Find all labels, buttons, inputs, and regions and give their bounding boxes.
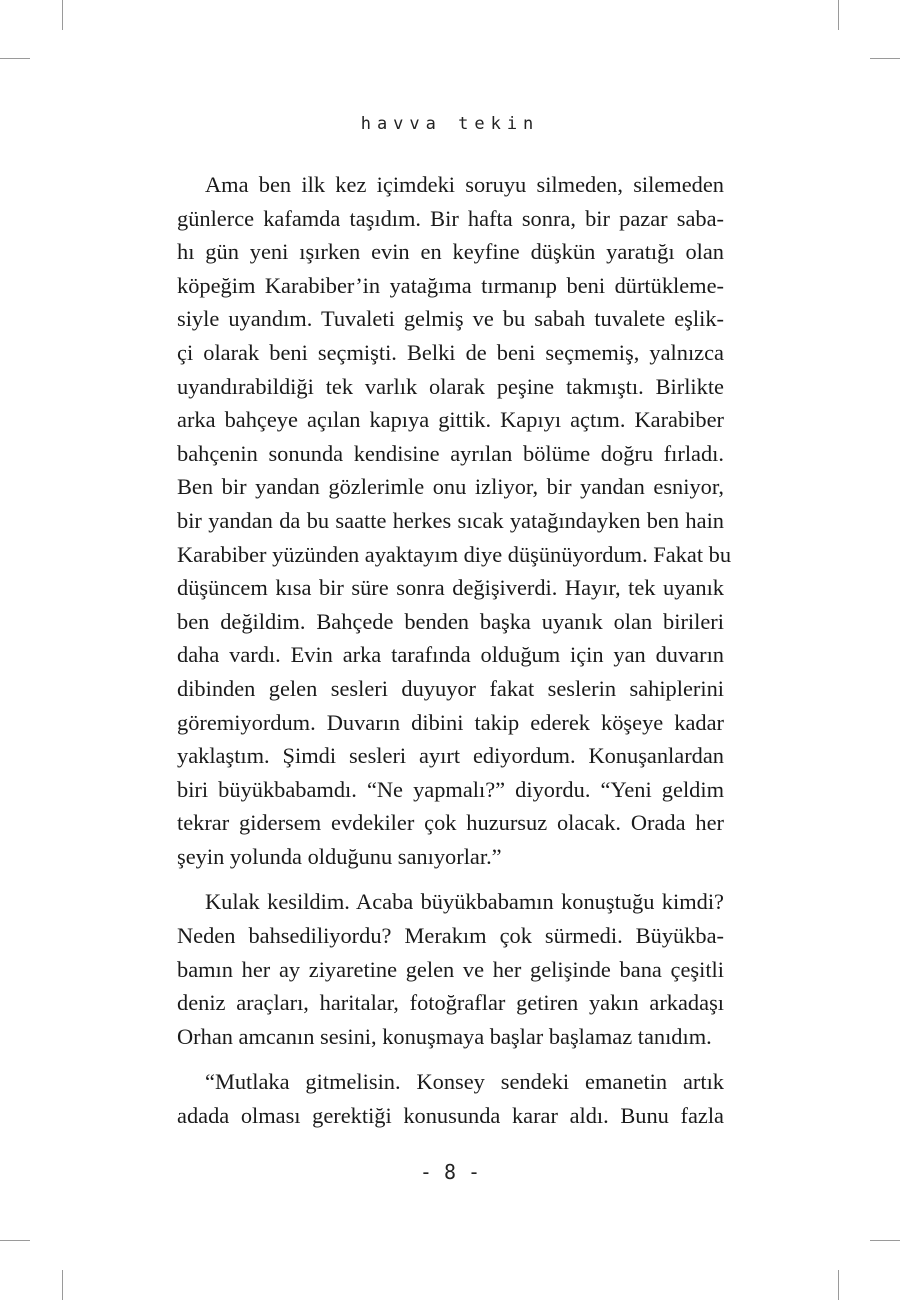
text-line: Orhan amcanın sesini, konuşmaya başlar başlamaz tanıdım. — [177, 1023, 712, 1049]
text-line: bamın her ay ziyaretine gelen ve her gelişinde bana çeşitli — [177, 956, 724, 982]
text-line: yaklaştım. Şimdi sesleri ayırt ediyordum. Konuşanlardan — [177, 743, 724, 769]
text-line: daha vardı. Evin arka tarafında olduğum için yan duvarın — [177, 642, 724, 668]
crop-mark-top-left — [62, 0, 63, 30]
crop-mark-left-bottom — [0, 1240, 30, 1241]
text-line: deniz araçları, haritalar, fotoğraflar getiren yakın arkadaşı — [177, 990, 724, 1016]
text-line: “Mutlaka gitmelisin. Konsey sendeki emanetin artık — [205, 1069, 724, 1095]
paragraph — [177, 1065, 724, 1132]
text-line: uyandırabildiği tek varlık olarak peşine takmıştı. Birlikte — [177, 373, 724, 399]
crop-mark-bottom-left — [62, 1270, 63, 1300]
text-line: göremiyordum. Duvarın dibini takip ederek köşeye kadar — [177, 709, 724, 735]
text-line: adada olması gerektiği konusunda karar aldı. Bunu fazla — [177, 1103, 724, 1129]
text-line: köpeğim Karabiber’in yatağıma tırmanıp beni dürtükleme- — [177, 272, 724, 298]
text-line: tekrar gidersem evdekiler çok huzursuz olacak. Orada her — [177, 810, 724, 836]
text-line: Neden bahsediliyordu? Merakım çok sürmedi. Büyükba- — [177, 923, 724, 949]
text-line: Karabiber yüzünden ayaktayım diye düşünüyordum. Fakat bu — [177, 541, 732, 567]
text-line: siyle uyandım. Tuvaleti gelmiş ve bu sabah tuvalete eşlik- — [177, 306, 724, 332]
crop-mark-bottom-right — [838, 1270, 839, 1300]
text-line: düşüncem kısa bir süre sonra değişiverdi. Hayır, tek uyanık — [177, 575, 724, 601]
text-line: biri büyükbabamdı. “Ne yapmalı?” diyordu. “Yeni geldim — [177, 776, 724, 802]
body-text — [177, 168, 732, 1145]
page-number: - 8 - — [419, 1160, 481, 1184]
paragraph — [177, 168, 732, 873]
text-line: dibinden gelen sesleri duyuyor fakat seslerin sahiplerini — [177, 675, 724, 701]
text-line: arka bahçeye açılan kapıya gittik. Kapıyı açtım. Karabiber — [177, 407, 724, 433]
text-line: Ben bir yandan gözlerimle onu izliyor, bir yandan esniyor, — [177, 474, 724, 500]
text-line: Ama ben ilk kez içimdeki soruyu silmeden, silemeden — [205, 172, 724, 197]
running-head: havva tekin — [360, 114, 540, 134]
text-line: günlerce kafamda taşıdım. Bir hafta sonra, bir pazar saba- — [177, 205, 724, 231]
text-line: ben değildim. Bahçede benden başka uyanık olan birileri — [177, 608, 724, 634]
text-line: şeyin yolunda olduğunu sanıyorlar.” — [177, 843, 502, 869]
paragraph — [177, 885, 724, 1053]
text-line: hı gün yeni ışırken evin en keyfine düşkün yaratığı olan — [177, 239, 724, 265]
crop-mark-left-top — [0, 58, 30, 59]
crop-mark-right-top — [870, 58, 900, 59]
text-line: bahçenin sonunda kendisine ayrılan bölüme doğru fırladı. — [177, 440, 724, 466]
crop-mark-right-bottom — [870, 1240, 900, 1241]
text-line: Kulak kesildim. Acaba büyükbabamın konuştuğu kimdi? — [205, 889, 724, 915]
text-line: çi olarak beni seçmişti. Belki de beni seçmemiş, yalnızca — [177, 339, 724, 365]
text-line: bir yandan da bu saatte herkes sıcak yatağındayken ben hain — [177, 507, 724, 533]
crop-mark-top-right — [838, 0, 839, 30]
